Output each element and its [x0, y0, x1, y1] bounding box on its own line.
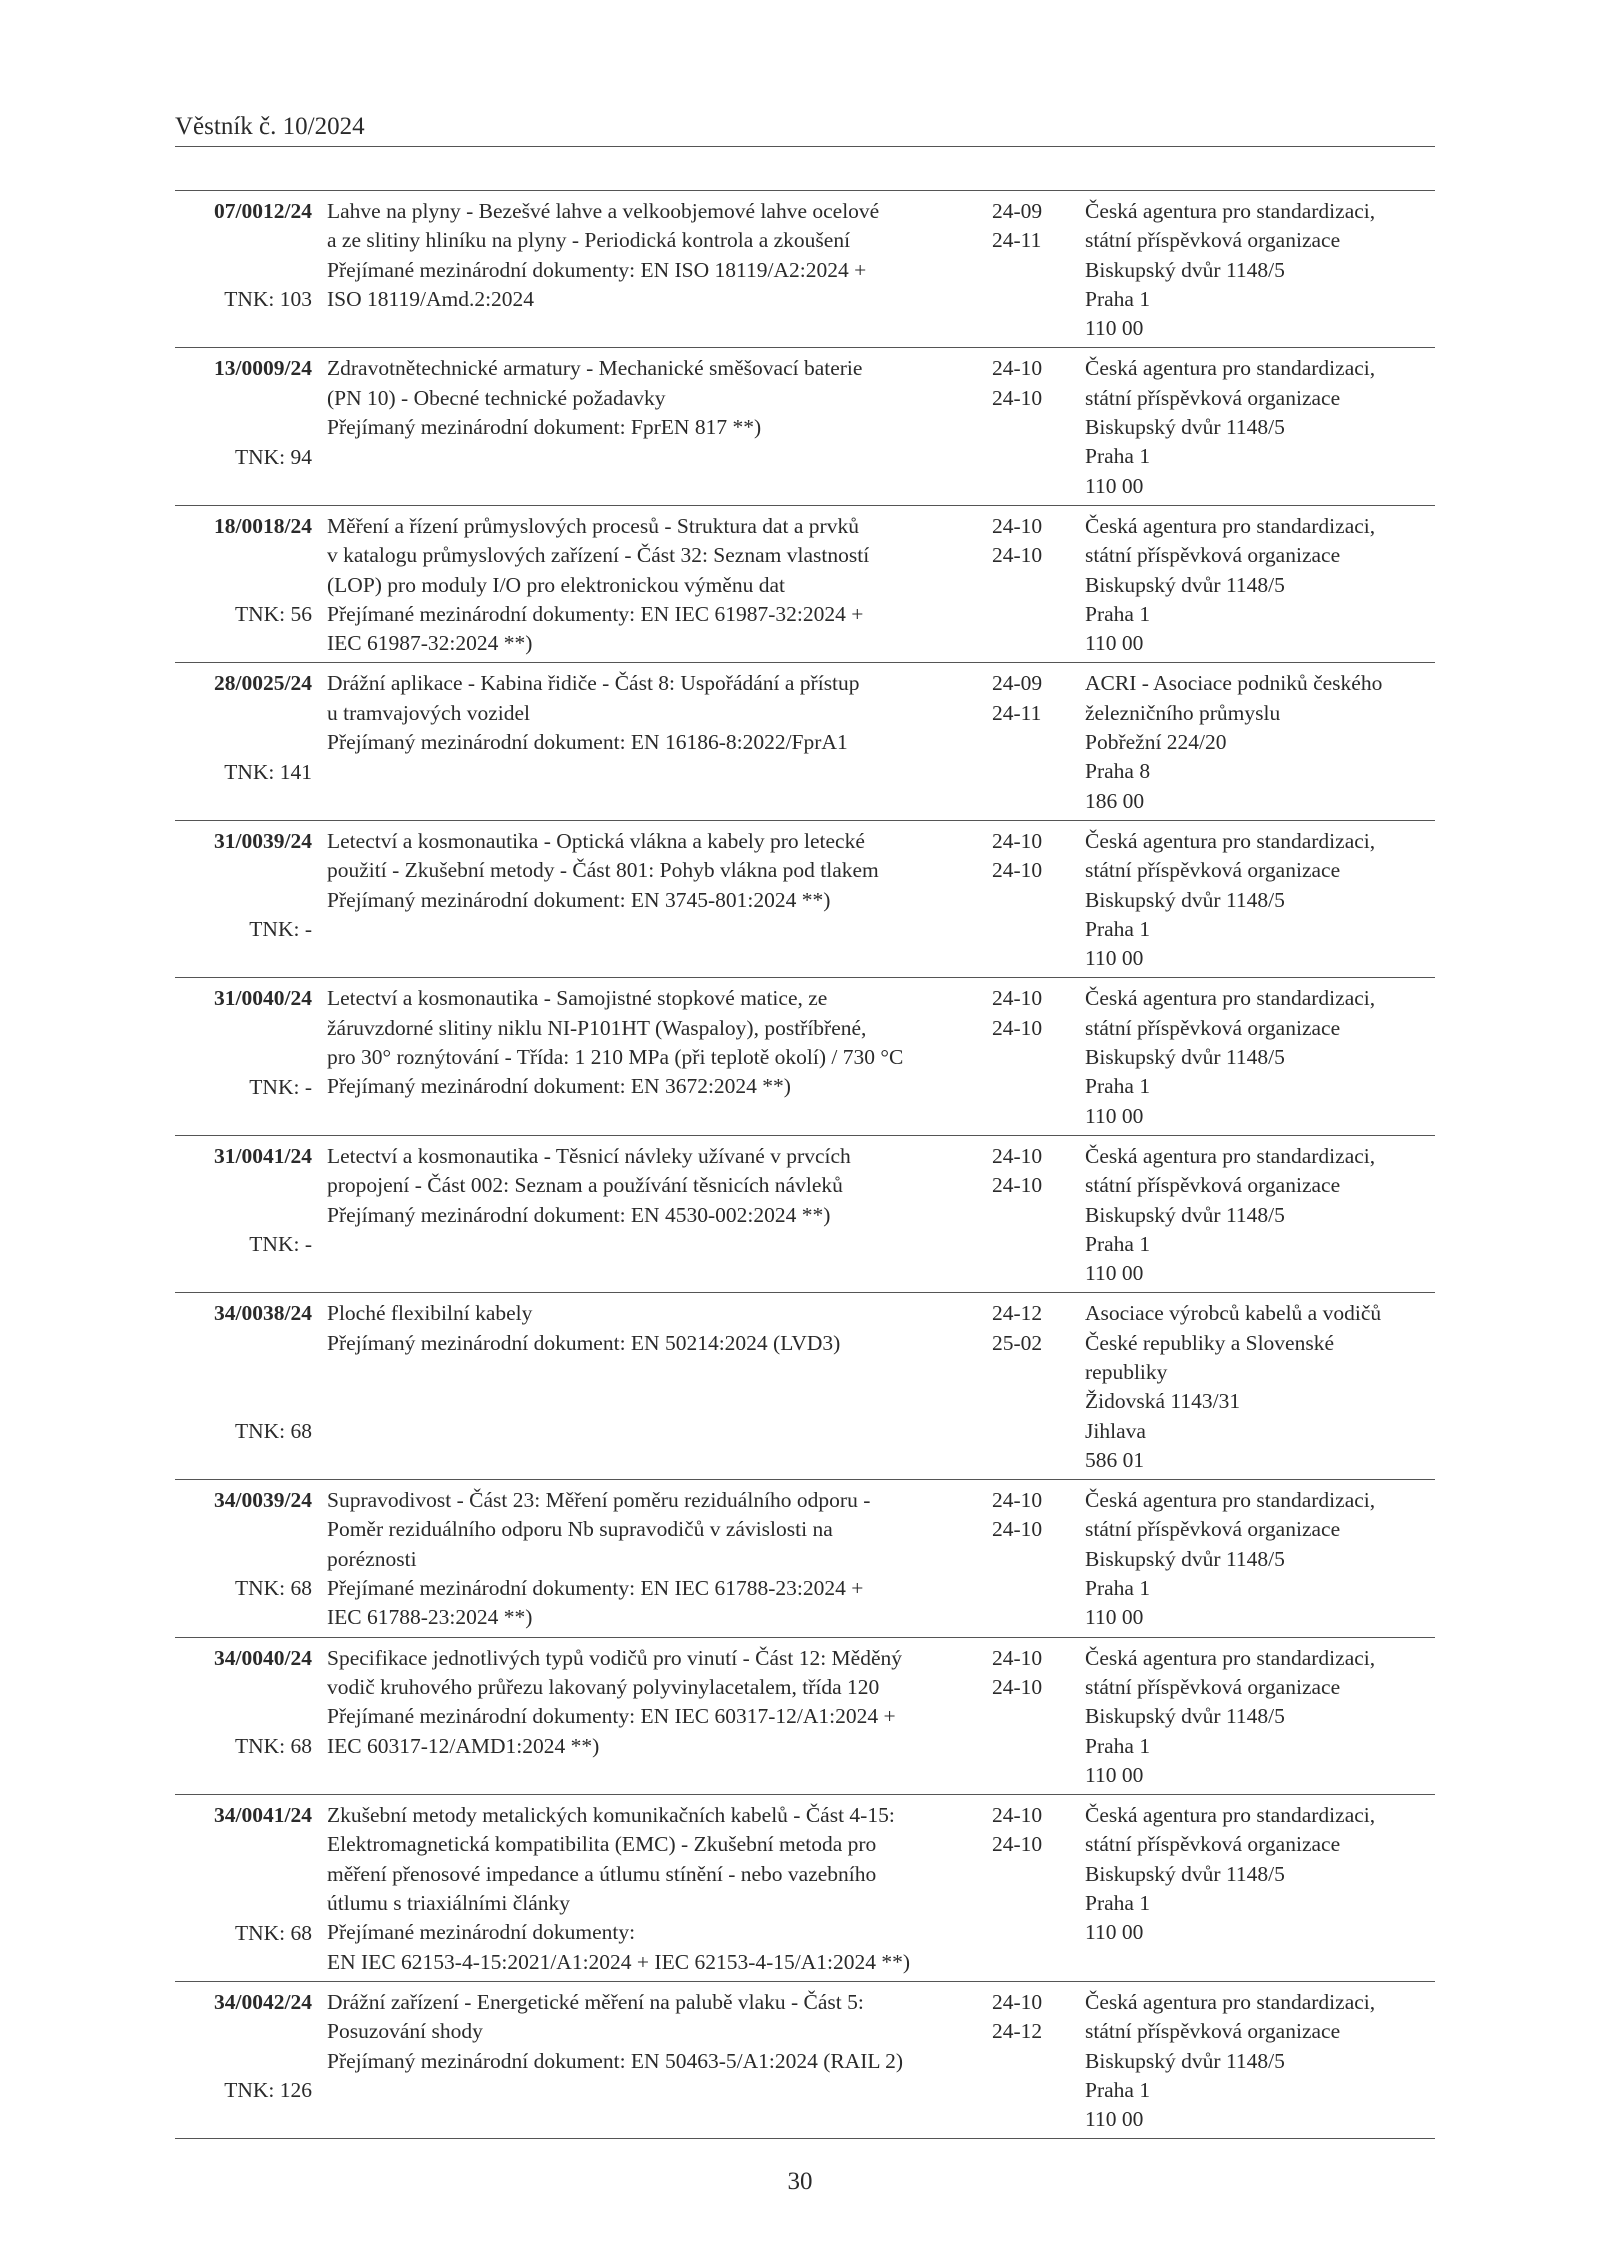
table-row [175, 1136, 1435, 1293]
org-line: Praha 1 [1085, 2077, 1151, 2102]
organization-cell [1085, 827, 1435, 973]
org-line: Biskupský dvůr 1148/5 [1085, 887, 1285, 912]
title-line: Přejímaný mezinárodní dokument: EN 4530-002:2024 **) [327, 1202, 831, 1227]
title-line: Přejímané mezinárodní dokumenty: EN IEC 60317-12/A1:2024 + [327, 1704, 896, 1729]
title-line: Letectví a kosmonautika - Samojistné stopkové matice, ze [327, 986, 828, 1011]
date-value: 24-10 [992, 1173, 1043, 1198]
dates-cell [992, 1299, 1085, 1475]
title-line: (PN 10) - Obecné technické požadavky [327, 385, 666, 410]
date-value: 24-10 [992, 1143, 1043, 1168]
standards-table [175, 190, 1435, 2139]
table-row [175, 506, 1435, 663]
org-line: státní příspěvková organizace [1085, 543, 1341, 568]
dates-cell [992, 984, 1085, 1130]
date-value: 24-10 [992, 385, 1043, 410]
date-value: 24-09 [992, 199, 1043, 223]
date-value: 24-10 [992, 356, 1043, 381]
org-line: státní příspěvková organizace [1085, 1832, 1341, 1857]
table-row [175, 1638, 1435, 1795]
organization-cell [1085, 1801, 1435, 1977]
title-line: v katalogu průmyslových zařízení - Část 32: Seznam vlastností [327, 543, 870, 568]
title-line: Přejímaný mezinárodní dokument: EN 3672:2024 **) [327, 1074, 791, 1099]
tnk-label: TNK: - [249, 1074, 312, 1099]
date-value: 24-10 [992, 1989, 1043, 2014]
table-row [175, 1795, 1435, 1982]
org-line: státní příspěvková organizace [1085, 1517, 1341, 1542]
standard-title-cell [327, 1299, 987, 1475]
tnk-label: TNK: 68 [234, 1418, 312, 1443]
standard-id-cell [175, 1644, 312, 1790]
tnk-label: TNK: - [249, 917, 312, 942]
organization-cell [1085, 1988, 1435, 2134]
organization-cell [1085, 1644, 1435, 1790]
tnk-label: TNK: - [249, 1232, 312, 1257]
table-row [175, 663, 1435, 820]
title-line: útlumu s triaxiálními články [327, 1891, 571, 1916]
organization-cell [1085, 512, 1435, 658]
standard-number: 13/0009/24 [214, 356, 312, 381]
dates-cell [992, 827, 1085, 973]
org-line: 586 01 [1085, 1447, 1145, 1472]
standard-id-cell [175, 827, 312, 973]
org-line: Česká agentura pro standardizaci, [1085, 1143, 1376, 1168]
title-line: IEC 61788-23:2024 **) [327, 1605, 533, 1630]
dates-cell [992, 354, 1085, 500]
title-line: vodič kruhového průřezu lakovaný polyvinylacetalem, třída 120 [327, 1674, 880, 1699]
org-line: Česká agentura pro standardizaci, [1085, 513, 1376, 538]
org-line: státní příspěvková organizace [1085, 385, 1341, 410]
title-line: Zdravotnětechnické armatury - Mechanické směšovací baterie [327, 356, 863, 381]
org-line: Praha 8 [1085, 759, 1151, 784]
org-line: Praha 1 [1085, 1891, 1151, 1916]
date-value: 24-12 [992, 1301, 1043, 1326]
date-value: 24-10 [992, 543, 1043, 568]
title-line: EN IEC 62153-4-15:2021/A1:2024 + IEC 62153-4-15/A1:2024 **) [327, 1949, 911, 1974]
standard-id-cell [175, 354, 312, 500]
org-line: 110 00 [1085, 631, 1144, 656]
title-line: Přejímané mezinárodní dokumenty: EN IEC 61987-32:2024 + [327, 601, 864, 626]
standard-title-cell [327, 354, 987, 500]
title-line: žáruvzdorné slitiny niklu NI-P101HT (Waspaloy), postříbřené, [327, 1015, 867, 1040]
table-row [175, 978, 1435, 1135]
org-line: 110 00 [1085, 1920, 1144, 1945]
header-divider [175, 146, 1435, 147]
table-row [175, 1293, 1435, 1480]
standard-title-cell [327, 984, 987, 1130]
org-line: Česká agentura pro standardizaci, [1085, 1803, 1376, 1828]
org-line: České republiky a Slovenské [1085, 1330, 1334, 1355]
org-line: Biskupský dvůr 1148/5 [1085, 572, 1285, 597]
date-value: 24-10 [992, 1645, 1043, 1670]
standard-title-cell [327, 1988, 987, 2134]
date-value: 24-12 [992, 2019, 1043, 2044]
date-value: 24-10 [992, 858, 1043, 883]
standard-id-cell [175, 1486, 312, 1632]
title-line: Přejímaný mezinárodní dokument: EN 50463-5/A1:2024 (RAIL 2) [327, 2048, 904, 2073]
org-line: státní příspěvková organizace [1085, 1674, 1341, 1699]
dates-cell [992, 1801, 1085, 1977]
standard-title-cell [327, 1801, 987, 1977]
org-line: Biskupský dvůr 1148/5 [1085, 415, 1285, 440]
table-row [175, 191, 1435, 348]
date-value: 24-10 [992, 1015, 1043, 1040]
date-value: 24-11 [992, 228, 1042, 253]
title-line: u tramvajových vozidel [327, 700, 530, 725]
page-number: 30 [787, 2168, 813, 2195]
org-line: železničního průmyslu [1085, 700, 1281, 725]
dates-cell [992, 1988, 1085, 2134]
title-line: měření přenosové impedance a útlumu stínění - nebo vazebního [327, 1861, 877, 1886]
dates-cell [992, 1142, 1085, 1288]
tnk-label: TNK: 56 [234, 602, 312, 627]
title-line: Letectví a kosmonautika - Těsnicí návleky užívané v prvcích [327, 1143, 851, 1168]
org-line: Biskupský dvůr 1148/5 [1085, 1546, 1285, 1571]
org-line: státní příspěvková organizace [1085, 2019, 1341, 2044]
standard-title-cell [327, 197, 987, 343]
org-line: Praha 1 [1085, 1074, 1151, 1099]
title-line: Drážní aplikace - Kabina řidiče - Část 8: Uspořádání a přístup [327, 671, 860, 696]
org-line: Pobřežní 224/20 [1085, 730, 1227, 755]
org-line: ACRI - Asociace podniků českého [1085, 671, 1383, 696]
dates-cell [992, 1644, 1085, 1790]
title-line: Poměr reziduálního odporu Nb supravodičů v závislosti na [327, 1517, 833, 1542]
standard-id-cell [175, 984, 312, 1130]
org-line: Česká agentura pro standardizaci, [1085, 1645, 1376, 1670]
standard-number: 34/0038/24 [214, 1301, 312, 1326]
title-line: (LOP) pro moduly I/O pro elektronickou výměnu dat [327, 572, 785, 597]
tnk-label: TNK: 68 [234, 1920, 312, 1945]
org-line: 110 00 [1085, 946, 1144, 971]
org-line: Praha 1 [1085, 916, 1151, 941]
title-line: Zkušební metody metalických komunikačních kabelů - Část 4-15: [327, 1803, 895, 1828]
org-line: státní příspěvková organizace [1085, 858, 1341, 883]
standard-number: 34/0040/24 [214, 1645, 312, 1670]
tnk-label: TNK: 94 [234, 444, 312, 469]
table-row [175, 1480, 1435, 1637]
org-line: Biskupský dvůr 1148/5 [1085, 1861, 1285, 1886]
standard-id-cell [175, 197, 312, 343]
standard-title-cell [327, 512, 987, 658]
dates-cell [992, 197, 1085, 343]
organization-cell [1085, 1486, 1435, 1632]
organization-cell [1085, 669, 1435, 815]
standard-number: 31/0039/24 [214, 828, 312, 853]
date-value: 24-11 [992, 700, 1042, 725]
standard-number: 34/0039/24 [214, 1488, 312, 1513]
org-line: republiky [1085, 1359, 1168, 1384]
date-value: 24-09 [992, 671, 1043, 696]
date-value: 24-10 [992, 1488, 1043, 1513]
title-line: Přejímané mezinárodní dokumenty: EN IEC 61788-23:2024 + [327, 1576, 864, 1601]
tnk-label: TNK: 126 [224, 2078, 312, 2103]
standard-id-cell [175, 512, 312, 658]
standard-number: 34/0042/24 [214, 1989, 312, 2014]
standard-id-cell [175, 1299, 312, 1475]
title-line: a ze slitiny hliníku na plyny - Periodická kontrola a zkoušení [327, 228, 851, 253]
title-line: Ploché flexibilní kabely [327, 1301, 533, 1326]
org-line: Česká agentura pro standardizaci, [1085, 1989, 1376, 2014]
org-line: státní příspěvková organizace [1085, 228, 1341, 253]
org-line: Praha 1 [1085, 1733, 1151, 1758]
title-line: IEC 60317-12/AMD1:2024 **) [327, 1733, 600, 1758]
org-line: Asociace výrobců kabelů a vodičů [1085, 1301, 1382, 1326]
title-line: Posuzování shody [327, 2019, 483, 2044]
standard-number: 31/0041/24 [214, 1143, 312, 1168]
date-value: 24-10 [992, 513, 1043, 538]
org-line: Česká agentura pro standardizaci, [1085, 828, 1376, 853]
organization-cell [1085, 354, 1435, 500]
org-line: Biskupský dvůr 1148/5 [1085, 257, 1285, 282]
title-line: Elektromagnetická kompatibilita (EMC) - Zkušební metoda pro [327, 1832, 877, 1857]
org-line: 110 00 [1085, 1762, 1144, 1787]
dates-cell [992, 1486, 1085, 1632]
org-line: Židovská 1143/31 [1085, 1389, 1241, 1414]
org-line: Praha 1 [1085, 601, 1151, 626]
organization-cell [1085, 1299, 1435, 1475]
title-line: Přejímané mezinárodní dokumenty: [327, 1920, 636, 1945]
org-line: Biskupský dvůr 1148/5 [1085, 1704, 1285, 1729]
org-line: Biskupský dvůr 1148/5 [1085, 1202, 1285, 1227]
organization-cell [1085, 984, 1435, 1130]
standard-title-cell [327, 669, 987, 815]
org-line: 110 00 [1085, 1103, 1144, 1128]
tnk-label: TNK: 141 [224, 759, 312, 784]
date-value: 24-10 [992, 1832, 1043, 1857]
date-value: 24-10 [992, 1674, 1043, 1699]
standard-number: 34/0041/24 [214, 1803, 312, 1828]
table-row [175, 1982, 1435, 2139]
org-line: 110 00 [1085, 1261, 1144, 1286]
standard-number: 07/0012/24 [214, 199, 312, 223]
org-line: 110 00 [1085, 2107, 1144, 2132]
standard-id-cell [175, 669, 312, 815]
title-line: propojení - Část 002: Seznam a používání těsnicích návleků [327, 1173, 843, 1198]
standard-title-cell [327, 1142, 987, 1288]
title-line: poréznosti [327, 1546, 417, 1571]
org-line: Praha 1 [1085, 1231, 1151, 1256]
org-line: Praha 1 [1085, 444, 1151, 469]
org-line: Praha 1 [1085, 1576, 1151, 1601]
title-line: Drážní zařízení - Energetické měření na palubě vlaku - Část 5: [327, 1989, 864, 2014]
tnk-label: TNK: 103 [224, 287, 312, 312]
date-value: 24-10 [992, 828, 1043, 853]
title-line: Přejímaný mezinárodní dokument: FprEN 817 **) [327, 415, 762, 440]
standard-number: 31/0040/24 [214, 986, 312, 1011]
org-line: státní příspěvková organizace [1085, 1173, 1341, 1198]
standard-id-cell [175, 1988, 312, 2134]
org-line: Česká agentura pro standardizaci, [1085, 199, 1376, 223]
org-line: 110 00 [1085, 316, 1144, 341]
org-line: 110 00 [1085, 1605, 1144, 1630]
title-line: ISO 18119/Amd.2:2024 [327, 286, 535, 311]
org-line: Jihlava [1085, 1418, 1146, 1443]
title-line: Letectví a kosmonautika - Optická vlákna a kabely pro letecké [327, 828, 865, 853]
tnk-label: TNK: 68 [234, 1576, 312, 1601]
date-value: 24-10 [992, 1517, 1043, 1542]
title-line: IEC 61987-32:2024 **) [327, 631, 533, 656]
title-line: Přejímaný mezinárodní dokument: EN 16186-8:2022/FprA1 [327, 730, 848, 755]
title-line: Měření a řízení průmyslových procesů - Struktura dat a prvků [327, 513, 859, 538]
org-line: Biskupský dvůr 1148/5 [1085, 2048, 1285, 2073]
title-line: Supravodivost - Část 23: Měření poměru reziduálního odporu - [327, 1488, 871, 1513]
org-line: Praha 1 [1085, 286, 1151, 311]
organization-cell [1085, 197, 1435, 343]
date-value: 25-02 [992, 1330, 1043, 1355]
org-line: státní příspěvková organizace [1085, 1015, 1341, 1040]
title-line: Přejímané mezinárodní dokumenty: EN ISO 18119/A2:2024 + [327, 257, 867, 282]
title-line: Přejímaný mezinárodní dokument: EN 3745-801:2024 **) [327, 887, 831, 912]
standard-number: 18/0018/24 [214, 513, 312, 538]
title-line: použití - Zkušební metody - Část 801: Pohyb vlákna pod tlakem [327, 858, 879, 883]
standard-id-cell [175, 1142, 312, 1288]
tnk-label: TNK: 68 [234, 1733, 312, 1758]
org-line: 110 00 [1085, 473, 1144, 498]
dates-cell [992, 669, 1085, 815]
standard-title-cell [327, 1486, 987, 1632]
standard-id-cell [175, 1801, 312, 1977]
standard-title-cell [327, 827, 987, 973]
title-line: Specifikace jednotlivých typů vodičů pro vinutí - Část 12: Měděný [327, 1645, 903, 1670]
org-line: Česká agentura pro standardizaci, [1085, 986, 1376, 1011]
page-header: Věstník č. 10/2024 [175, 113, 365, 140]
dates-cell [992, 512, 1085, 658]
org-line: Biskupský dvůr 1148/5 [1085, 1045, 1285, 1070]
organization-cell [1085, 1142, 1435, 1288]
date-value: 24-10 [992, 1803, 1043, 1828]
table-row [175, 348, 1435, 505]
title-line: Lahve na plyny - Bezešvé lahve a velkoobjemové lahve ocelové [327, 199, 880, 223]
date-value: 24-10 [992, 986, 1043, 1011]
standard-number: 28/0025/24 [214, 671, 312, 696]
org-line: 186 00 [1085, 788, 1145, 813]
title-line: pro 30° roznýtování - Třída: 1 210 MPa (při teplotě okolí) / 730 °C [327, 1045, 904, 1070]
standard-title-cell [327, 1644, 987, 1790]
org-line: Česká agentura pro standardizaci, [1085, 356, 1376, 381]
org-line: Česká agentura pro standardizaci, [1085, 1488, 1376, 1513]
title-line: Přejímaný mezinárodní dokument: EN 50214:2024 (LVD3) [327, 1330, 841, 1355]
table-row [175, 821, 1435, 978]
